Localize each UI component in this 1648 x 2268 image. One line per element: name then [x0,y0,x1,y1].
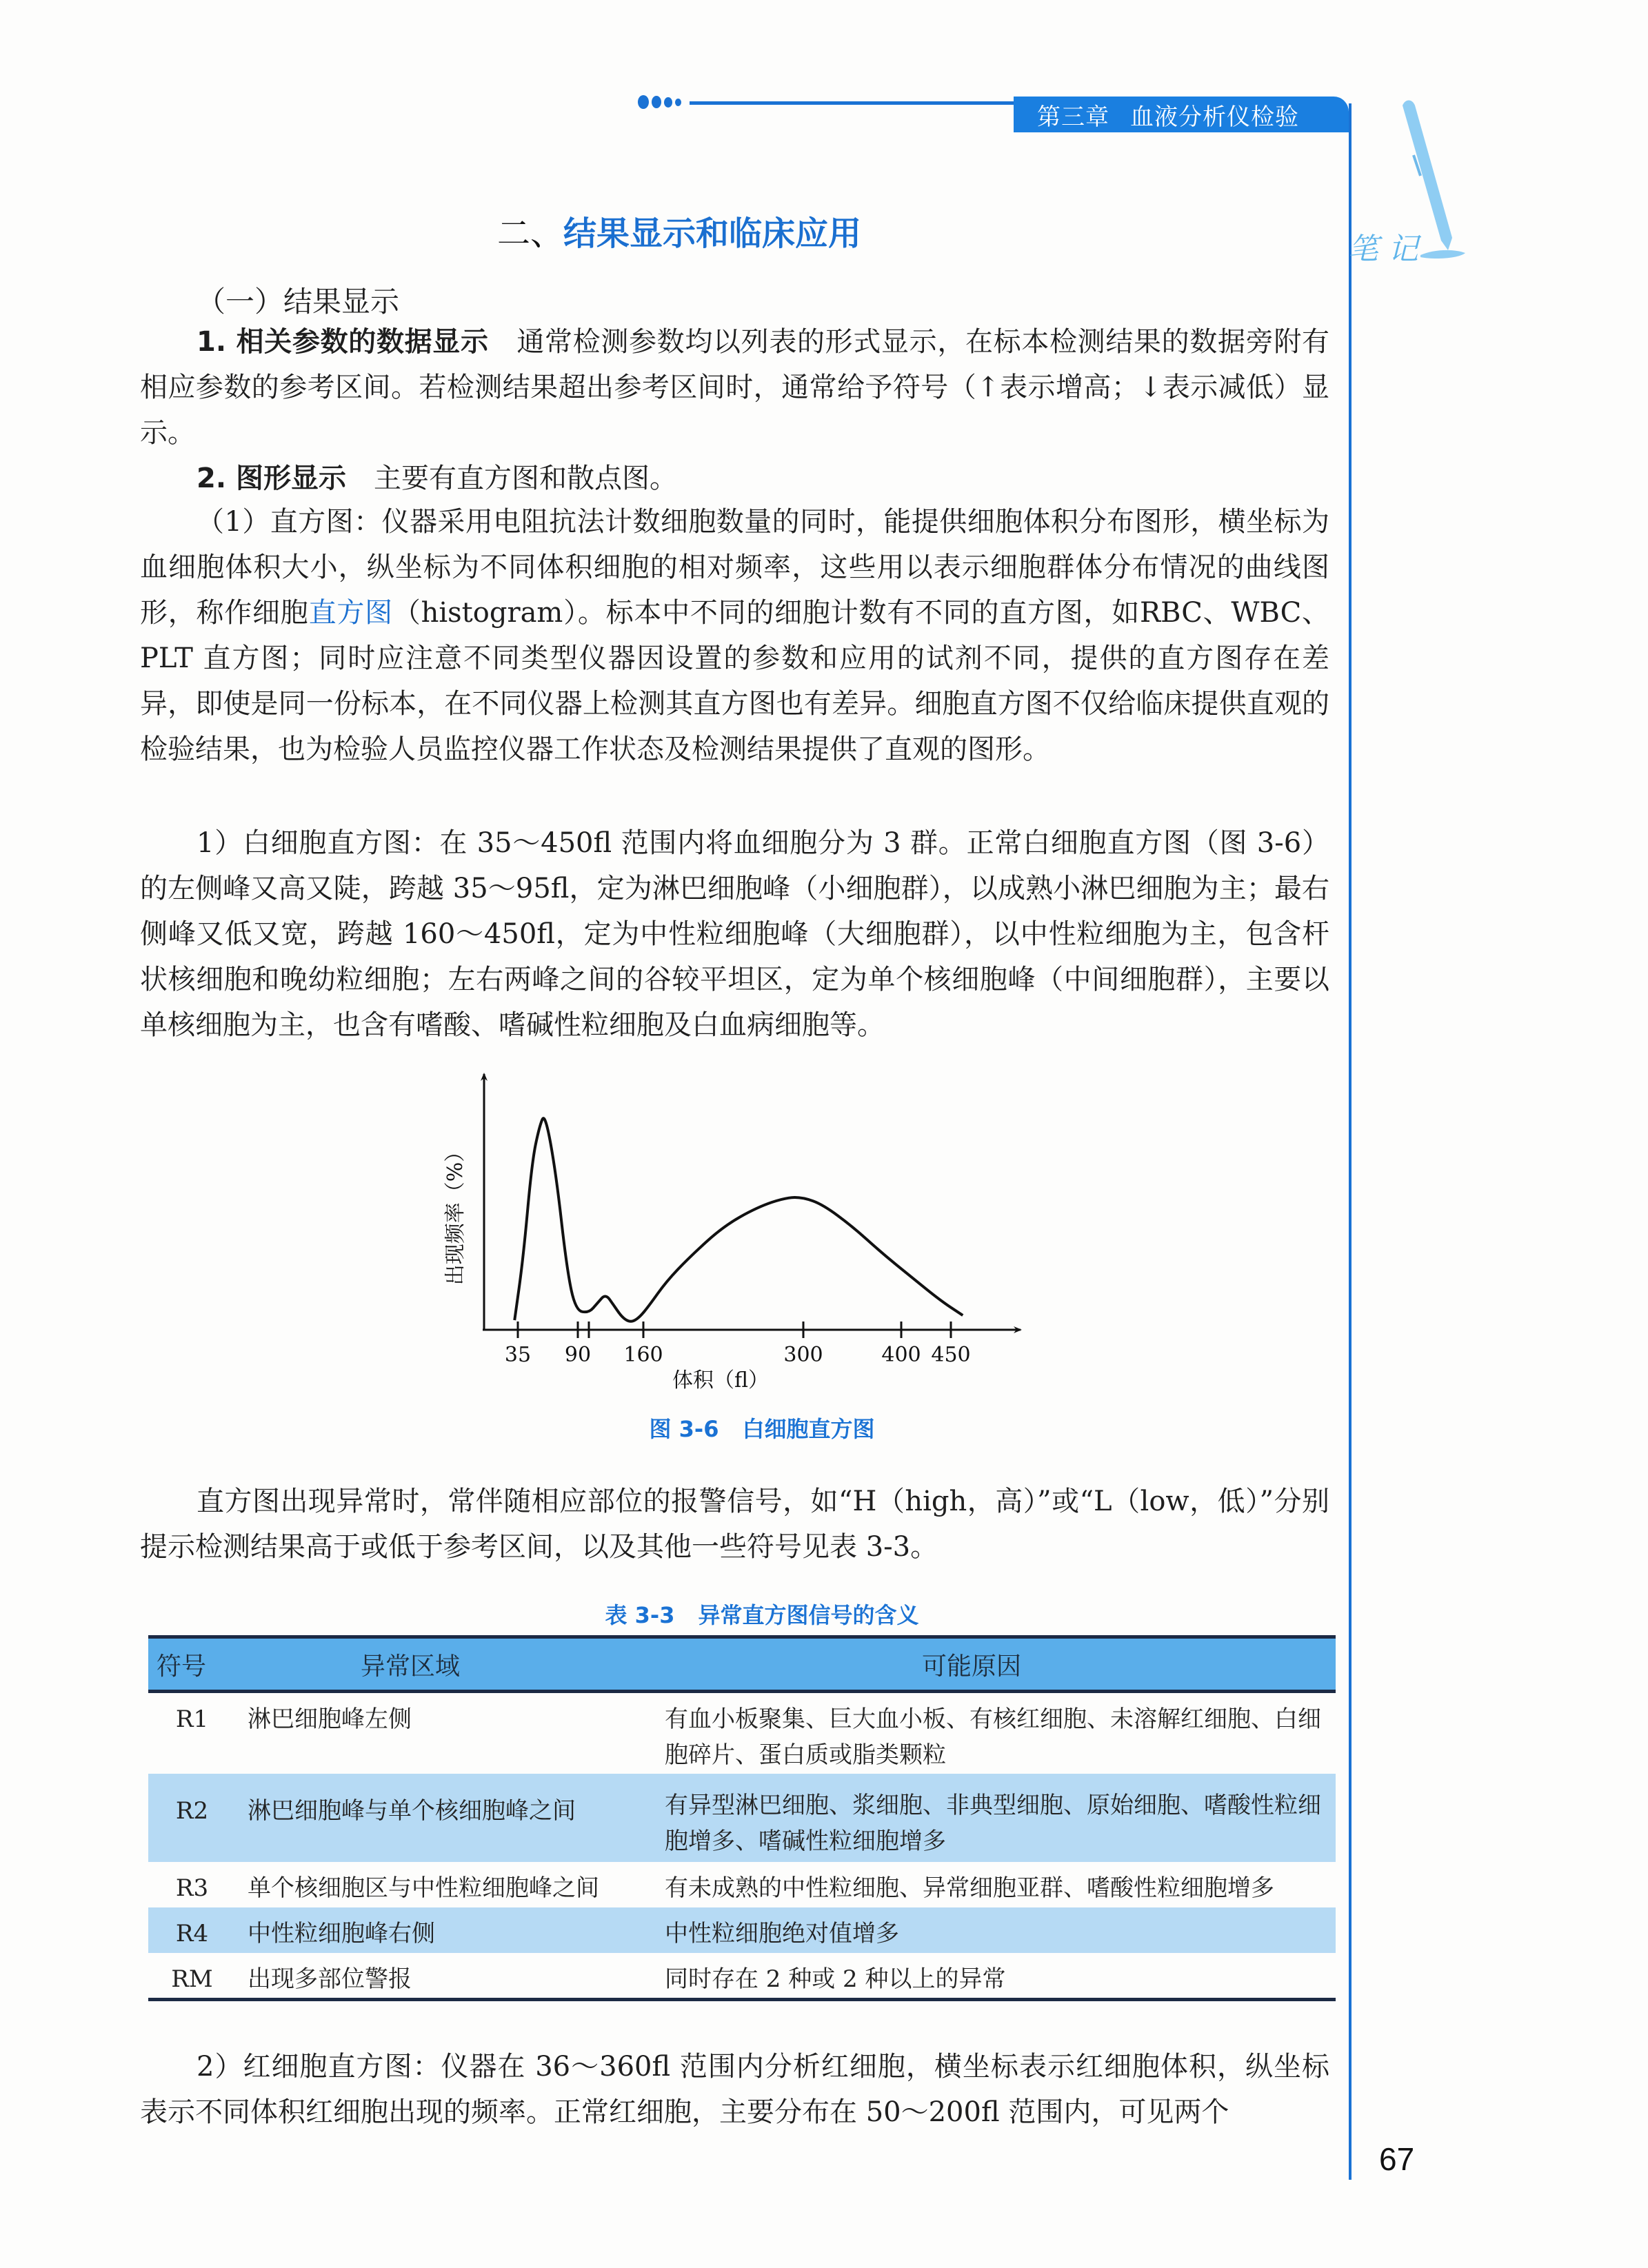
figure-number: 图 3-6 [649,1416,719,1442]
x-tick-label: 400 [881,1343,921,1367]
margin-rule [1349,103,1351,2180]
cell-cause: 中性粒细胞绝对值增多 [662,1907,1336,1953]
paragraph-body: （1）直方图：仪器采用电阻抗法计数细胞数量的同时，能提供细胞体积分布图形，横坐标为血细胞体积大小，纵坐标为不同体积细胞的相对频率，这些用以表示细胞群体分布情况的曲线图形，称作细胞 [140,506,1329,629]
paragraph-heading: 1. 相关参数的数据显示 [197,326,489,358]
figure-caption [0,1412,1648,1444]
wbc-histogram-chart [414,1062,1048,1393]
cell-area: 出现多部位警报 [241,1953,662,2000]
column-header-area: 异常区域 [241,1637,662,1692]
paragraph-body: （histogram）。标本中不同的细胞计数有不同的直方图，如RBC、WBC、PLT 直方图；同时应注意不同类型仪器因设置的参数和应用的试剂不同，提供的直方图存在差异，即使是同一份标本，在不同仪器上检测其直方图也有差异。细胞直方图不仅给临床提供直观的检验结果，也为检验人员监控仪器工作状态及检测结果提供了直观的图形。 [140,597,1330,765]
section-number: 二、 [496,214,563,253]
paragraph-body: 主要有直方图和散点图。 [373,463,677,494]
header-dots [638,95,681,109]
table-row [148,1774,1336,1862]
x-tick-label: 90 [564,1343,592,1367]
paragraph-histogram [140,499,1329,772]
paragraph-rbc-histogram: 2）红细胞直方图：仪器在 36～360fl 范围内分析红细胞，横坐标表示红细胞体积，纵坐标表示不同体积红细胞出现的频率。正常红细胞，主要分布在 50～200fl 范围内，可见两个 [140,2051,1329,2128]
cell-cause: 有异型淋巴细胞、浆细胞、非典型细胞、原始细胞、嗜酸性粒细胞增多、嗜碱性粒细胞增多 [662,1774,1336,1862]
chapter-header [1014,97,1349,132]
subsection-heading: （一）结果显示 [197,285,400,318]
column-header-symbol: 符号 [148,1637,241,1692]
section-title-text: 结果显示和临床应用 [563,214,862,253]
table-row [148,1862,1336,1907]
cell-symbol: R1 [175,1705,209,1733]
x-tick-label: 35 [504,1343,532,1367]
x-axis-label: 体积（fl） [672,1368,770,1393]
abnormal-histogram-signal-table [148,1635,1336,2001]
table-header-row [148,1637,1336,1692]
cell-symbol: RM [148,1953,241,2000]
table-title: 异常直方图信号的含义 [698,1602,919,1628]
cell-symbol: R3 [175,1874,209,1902]
cell-symbol: R4 [148,1907,241,1953]
y-axis-label: 出现频率（%） [443,1141,468,1286]
term-histogram: 直方图 [308,597,393,629]
cell-symbol: R2 [148,1774,241,1862]
paragraph-alarm-signals: 直方图出现异常时，常伴随相应部位的报警信号，如“H（high，高）”或“L（low，低）”分别提示检测结果高于或低于参考区间，以及其他一些符号见表 3-3。 [140,1486,1329,1563]
chapter-number: 第三章 [1037,103,1109,131]
section-title [0,207,1648,254]
cell-cause: 同时存在 2 种或 2 种以上的异常 [662,1953,1336,2000]
paragraph-heading: 2. 图形显示 [197,463,346,494]
column-header-cause: 可能原因 [662,1637,1336,1692]
x-tick-label: 160 [623,1343,663,1367]
table-row [148,1907,1336,1953]
x-tick-label: 450 [931,1343,971,1367]
page-number: 67 [1379,2141,1415,2177]
paragraph-body: 通常检测参数均以列表的形式显示，在标本检测结果的数据旁附有相应参数的参考区间。若检测结果超出参考区间时，通常给予符号（↑表示增高；↓表示减低）显示。 [140,326,1330,449]
table-row [148,1692,1336,1774]
cell-area: 单个核细胞区与中性粒细胞峰之间 [248,1874,599,1902]
wbc-curve [514,1118,963,1322]
notes-label: 笔记 [1348,232,1428,267]
cell-area: 中性粒细胞峰右侧 [241,1907,662,1953]
x-tick-label: 300 [783,1343,823,1367]
paragraph-wbc-histogram: 1）白细胞直方图：在 35～450fl 范围内将血细胞分为 3 群。正常白细胞直方图（图 3-6）的左侧峰又高又陡，跨越 35～95fl，定为淋巴细胞峰（小细胞群），以成熟小淋巴细胞为主；最右侧峰又低又宽，跨越 160～450fl，定为中性粒细胞峰（大细胞群），以中性粒细胞为主，包含杆状核细胞和晚幼粒细胞；左右两峰之间的谷较平坦区，定为单个核细胞峰（中间细胞群），主要以单核细胞为主，也含有嗜酸、嗜碱性粒细胞及白血病细胞等。 [140,827,1329,1041]
table-caption [0,1598,1648,1630]
cell-cause: 有血小板聚集、巨大血小板、有核红细胞、未溶解红细胞、白细胞碎片、蛋白质或脂类颗粒 [665,1705,1321,1769]
table-number: 表 3-3 [605,1602,675,1628]
cell-area: 淋巴细胞峰与单个核细胞峰之间 [241,1774,662,1862]
paragraph-graphic-display [140,456,1329,501]
paragraph-data-display [140,319,1329,456]
cell-cause: 有未成熟的中性粒细胞、异常细胞亚群、嗜酸性粒细胞增多 [665,1874,1274,1902]
figure-title: 白细胞直方图 [742,1416,875,1442]
cell-area: 淋巴细胞峰左侧 [248,1705,412,1733]
header-rule [690,101,1021,105]
table-row [148,1953,1336,2000]
chapter-title: 血液分析仪检验 [1130,103,1299,131]
